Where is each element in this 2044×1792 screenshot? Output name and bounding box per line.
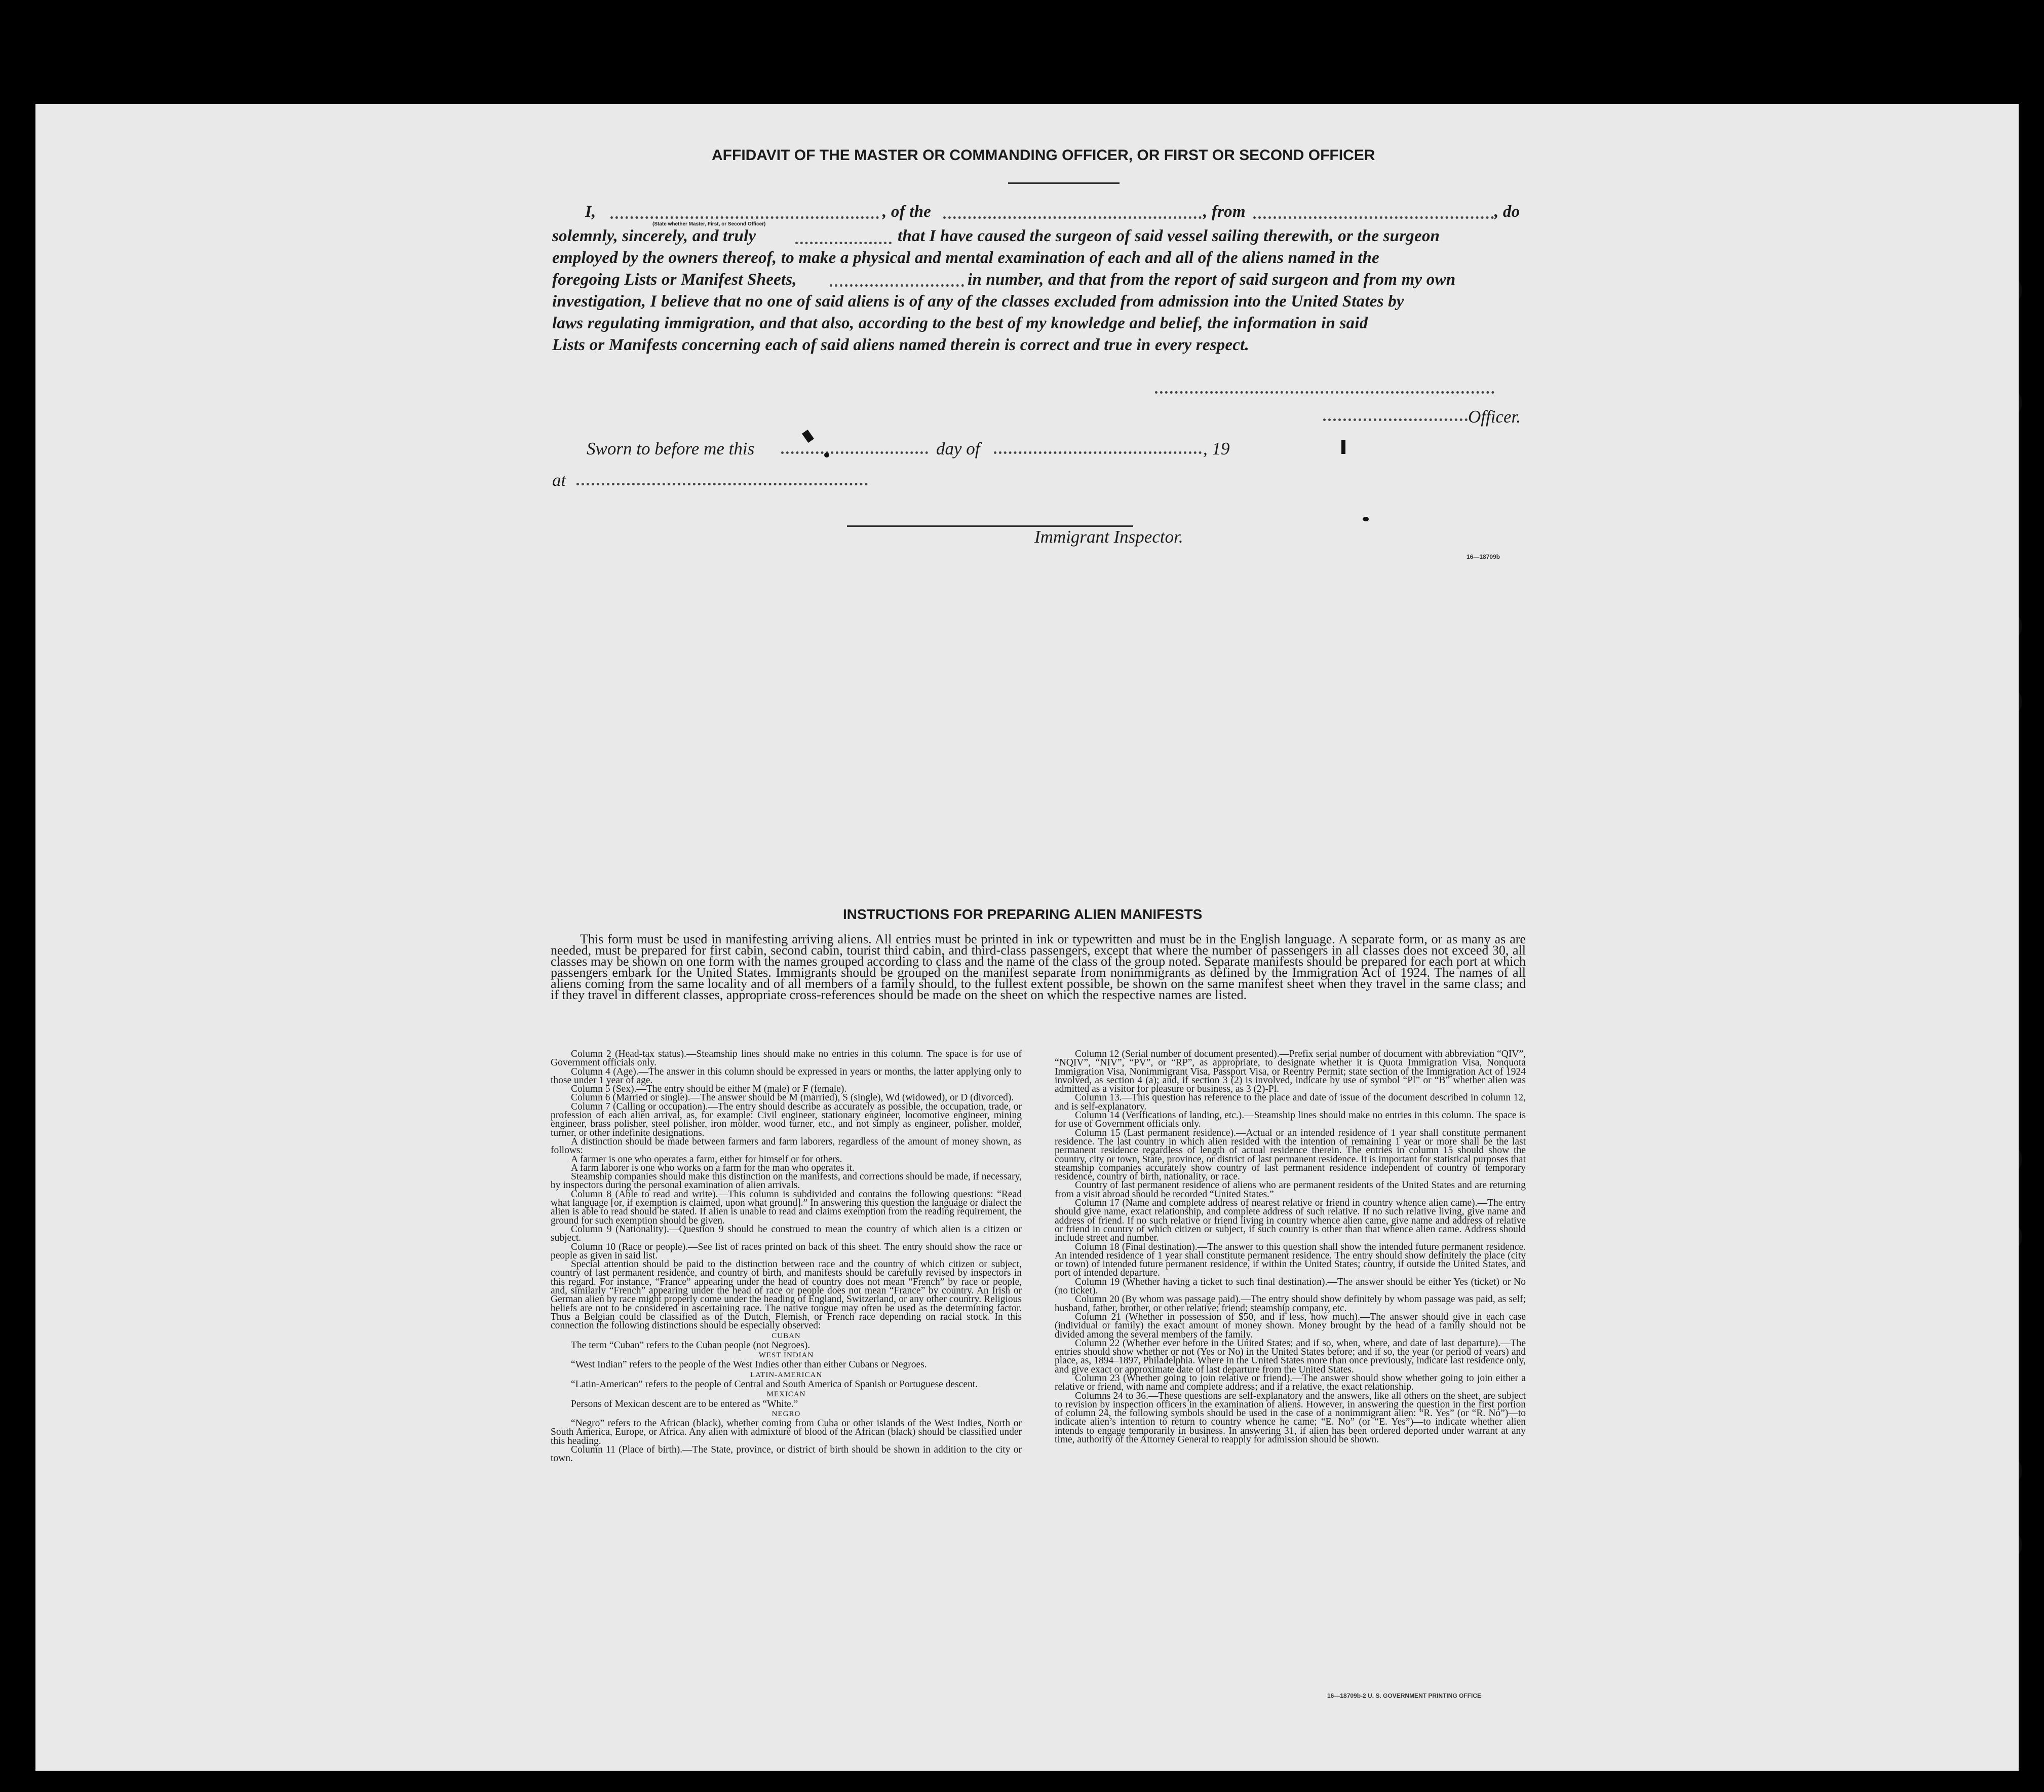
instruction-paragraph: Column 12 (Serial number of document presented).—Prefix serial number of document with abbreviation “QIV”, “NQIV”, “NIV”, “PV”, or “RP”, as appropriate, to designate whether it is Quota Immigration Visa, Nonquota Immigration Visa, Nonimmigrant Visa, Passport Visa, or Reentry Permit; state section of the Immigration Act of 1924 involved, as section 4 (a); and, if section 3 (2) is involved, indicate by use of symbol “Pl” or “B” whether alien was admitted as a visitor for pleasure or business, as 3 (2)-Pl. [1055,1049,1526,1095]
instruction-paragraph: Column 7 (Calling or occupation).—The entry should describe as accurately as possible, the occupation, trade, or profession of each alien arrival, as, for example: Civil engineer, stationary engineer, locomotive engineer, mining engineer, brass polisher, steel polisher, iron molder, wood turner, etc., and not simply as engineer, polisher, molder, turner, or other indefinite designations. [551,1101,1022,1138]
affidavit-line-6: laws regulating immigration, and that also, according to the best of my knowledge and belief, the information in said [552,314,1368,332]
officer-rank-line [610,216,879,219]
instruction-paragraph: Country of last permanent residence of aliens who are permanent residents of the United States and are returning from a visit abroad should be recorded “United States.” [1055,1180,1526,1200]
affidavit-line-7: Lists or Manifests concerning each of said aliens named therein is correct and true in every respect. [552,336,1249,354]
instruction-paragraph: Column 2 (Head-tax status).—Steamship lines should make no entries in this column. The space is for use of Government officials only. [551,1049,1022,1069]
race-definition-negro: “Negro” refers to the African (black), whether coming from Cuba or other islands of the West Indies, North or South America, Europe, or Africa. Any alien with admixture of blood of the African (black) should be classified under this heading. [551,1418,1022,1446]
ink-speck [824,452,829,457]
officer-label: Officer. [1468,407,1521,427]
instruction-paragraph: Column 11 (Place of birth).—The State, province, or district of birth should be shown in addition to the city or town. [551,1444,1022,1464]
officer-signature-line [1323,418,1468,421]
at-label: at [552,470,566,490]
race-definition-west-indian: “West Indian” refers to the people of the West Indies other than either Cubans or Negroes. [571,1359,927,1370]
affidavit-i: I, [585,203,596,221]
instruction-paragraph: Column 6 (Married or single).—The answer should be M (married), S (single), Wd (widowed), or D (divorced). [571,1092,1014,1103]
race-heading-latin-american: LATIN-AMERICAN [750,1370,823,1379]
instruction-paragraph: Special attention should be paid to the distinction between race and the country of which citizen or subject, country of last permanent residence, and country of birth, and manifests should be carefully revised by inspectors in this regard. For instance, “France” appearing under the head of country does not mean “French” by race or people, and, similarly “French” appearing under the head of race or people does not mean “France” by country. An Irish or German alien by race might properly come under the heading of England, Switzerland, or any other country. Religious beliefs are not to be considered in ascertaining race. The native tongue may often be used as the determining factor. Thus a Belgian could be classified as of the Dutch, Flemish, or French race depending on racial stock. In this connection the following distinctions should be especially observed: [551,1259,1022,1331]
ink-speck [1341,440,1345,454]
title-underline [1008,182,1120,184]
day-of-label: day of [936,439,980,459]
race-definition-cuban: The term “Cuban” refers to the Cuban people (not Negroes). [571,1340,811,1351]
of-the-label: , of the [882,203,932,221]
instruction-paragraph: Column 13.—This question has reference to the place and date of issue of the document described in column 12, and is self-explanatory. [1055,1092,1526,1112]
instruction-paragraph: Column 4 (Age).—The answer in this column should be expressed in years or months, the latter applying only to those under 1 year of age. [551,1066,1022,1086]
sworn-month-line [994,451,1202,454]
instructions-intro: This form must be used in manifesting arriving aliens. All entries must be printed in ink or typewritten and must be in the English language. A separate form, or as many as are needed, must be prepared for first cabin, second cabin, tourist third cabin, and third-class passengers, except that where the number of passengers in all classes does not exceed 30, all classes may be shown on one form with the names grouped according to class and the name of the class of the group noted. Separate manifests should be prepared for each port at which passengers embark for the United States. Immigrants should be grouped on the manifest separate from nonimmigrants as defined by the Immigration Act of 1924. The names of all aliens coming from the same locality and of all members of a family should, to the fullest extent possible, be shown on the same manifest sheet when they travel in the same class; and if they travel in different classes, appropriate cross-references should be made on the sheet on which the respective names are listed. [551,932,1526,1002]
instruction-paragraph: Column 5 (Sex).—The entry should be either M (male) or F (female). [571,1084,847,1095]
instruction-paragraph: A farmer is one who operates a farm, either for himself or for others. [571,1154,842,1165]
sworn-day-line [781,451,928,454]
inspector-label: Immigrant Inspector. [1034,527,1183,547]
race-heading-mexican: MEXICAN [766,1390,806,1399]
instruction-paragraph: Column 15 (Last permanent residence).—Actual or an intended residence of 1 year shall constitute permanent residence. The last country in which alien resided with the intention of remaining 1 year or more shall be the last permanent residence regardless of length of actual residence therein. The entries in column 15 should show the country, city or town, State, province, or district of last permanent residence. It is important for statistical purposes that steamship companies accurately show country of last permanent residence independent of country of temporary residence, country of birth, nationality, or race. [1055,1127,1526,1183]
instructions-title: INSTRUCTIONS FOR PREPARING ALIEN MANIFESTS [843,906,1203,922]
race-definition-latin-american: “Latin-American” refers to the people of Central and South America of Spanish or Portuguese descent. [571,1379,978,1390]
instruction-paragraph: Column 19 (Whether having a ticket to such final destination).—The answer should be either Yes (ticket) or No (no ticket). [1055,1276,1526,1297]
affidavit-title: AFFIDAVIT OF THE MASTER OR COMMANDING OFFICER, OR FIRST OR SECOND OFFICER [712,147,1375,164]
instruction-paragraph: Column 21 (Whether in possession of $50, and if less, how much).—The answer should give in each case (individual or family) the exact amount of money shown. Money brought by the head of a family should not be divided among the several members of the family. [1055,1311,1526,1340]
sworn-label: Sworn to before me this [587,439,755,459]
instruction-paragraph: Column 22 (Whether ever before in the United States; and if so, when, where, and date of last departure).—The entries should show whether or not (Yes or No) in the United States before; and if so, the year (or period of years) and place, as, 1894–1897, Philadelphia. Where in the United States more than once previously, indicate last residence only, and give exact or approximate date of last departure from the United States. [1055,1338,1526,1375]
affidavit-line-5: investigation, I believe that no one of said aliens is of any of the classes excluded from admission into the United States by [552,292,1404,311]
instruction-paragraph: Columns 24 to 36.—These questions are self-explanatory and the answers, like all others on the sheet, are subject to revision by inspection officers in the examination of aliens. However, in answering the question in the first portion of column 24, the following symbols should be used in the case of a nonimmigrant alien: “R. Yes” (or “R. No”)—to indicate alien’s intention to return to country whence he came; “E. No” (or “E. Yes”)—to indicate whether alien intends to engage temporarily in business. In answering 31, if alien has been ordered deported under warrant at any time, authority of the Attorney General to reapply for admission should be shown. [1055,1390,1526,1445]
instruction-paragraph: Steamship companies should make this distinction on the manifests, and corrections should be made, if necessary, by inspectors during the personal examination of alien arrivals. [551,1171,1022,1191]
instruction-paragraph: Column 10 (Race or people).—See list of races printed on back of this sheet. The entry should show the race or people as given in said list. [551,1241,1022,1261]
affidavit-line-2a: solemnly, sincerely, and truly [552,227,756,245]
race-definition-mexican: Persons of Mexican descent are to be entered as “White.” [571,1398,798,1409]
form-code: 16—18709b [1467,553,1500,560]
affidavit-line-3: employed by the owners thereof, to make a physical and mental examination of each and all of the aliens named in the [552,249,1379,267]
race-heading-west-indian: WEST INDIAN [758,1351,814,1360]
signature-line [1155,391,1494,394]
instruction-paragraph: Column 18 (Final destination).—The answer to this question shall show the intended future permanent residence. An intended residence of 1 year shall constitute permanent residence. The entry should show definitely the place (city or town) of intended future permanent residence, if within the United States; country, if outside the United States, and port of intended departure. [1055,1241,1526,1279]
instructions-left-column [551,1050,1022,1463]
instruction-paragraph: A distinction should be made between farmers and farm laborers, regardless of the amount of money shown, as follows: [551,1136,1022,1156]
affidavit-line-2b: that I have caused the surgeon of said vessel sailing therewith, or the surgeon [898,227,1440,245]
ink-speck [1363,517,1369,521]
rank-hint: (State whether Master, First, or Second Officer) [652,221,766,227]
vessel-line [943,216,1202,219]
instruction-paragraph: Column 17 (Name and complete address of nearest relative or friend in country whence alien came).—The entry should give name, exact relationship, and complete address of such relative. If no such relative living, give name and address of friend. If no such relative or friend living in country whence alien came, give name and address of relative or friend in country of which citizen or subject, if such country is other than that whence alien came. Address should include street and number. [1055,1198,1526,1244]
instruction-paragraph: Column 8 (Able to read and write).—This column is subdivided and contains the following questions: “Read what language [or, if exemption is claimed, upon what ground].” In answering this question the language or dialect the alien is able to read should be stated. If alien is unable to read and claims exemption from the reading requirement, the ground for such exemption should be given. [551,1189,1022,1226]
at-place-line [576,483,868,485]
from-line [1253,216,1494,219]
instruction-paragraph: A farm laborer is one who works on a farm for the man who operates it. [571,1162,855,1173]
instruction-paragraph: Column 20 (By whom was passage paid).—The entry should show definitely by whom passage was paid, as self; husband, father, brother, or other relative; friend; steamship company, etc. [1055,1294,1526,1314]
from-label: , from [1203,203,1246,221]
printing-office-footer: 16—18709b-2 U. S. GOVERNMENT PRINTING OFFICE [1327,1692,1482,1699]
do-label: , do [1494,203,1520,221]
year-label: , 19 [1203,439,1230,459]
instructions-right-column [1055,1050,1526,1444]
race-heading-negro: NEGRO [772,1409,801,1418]
race-heading-cuban: CUBAN [772,1331,801,1340]
affidavit-line-4b: in number, and that from the report of said surgeon and from my own [968,271,1456,289]
affidavit-line-4a: foregoing Lists or Manifest Sheets, [552,271,797,289]
instruction-paragraph: Column 14 (Verifications of landing, etc.).—Steamship lines should make no entries in this column. The space is for use of Government officials only. [1055,1110,1526,1130]
instruction-paragraph: Column 23 (Whether going to join relative or friend).—The answer should show whether going to join either a relative or friend, with name and complete address; and if a relative, the exact relationship. [1055,1372,1526,1393]
instruction-paragraph: Column 9 (Nationality).—Question 9 should be construed to mean the country of which alien is a citizen or subject. [551,1224,1022,1244]
oath-line [795,242,892,244]
count-line [830,284,964,287]
